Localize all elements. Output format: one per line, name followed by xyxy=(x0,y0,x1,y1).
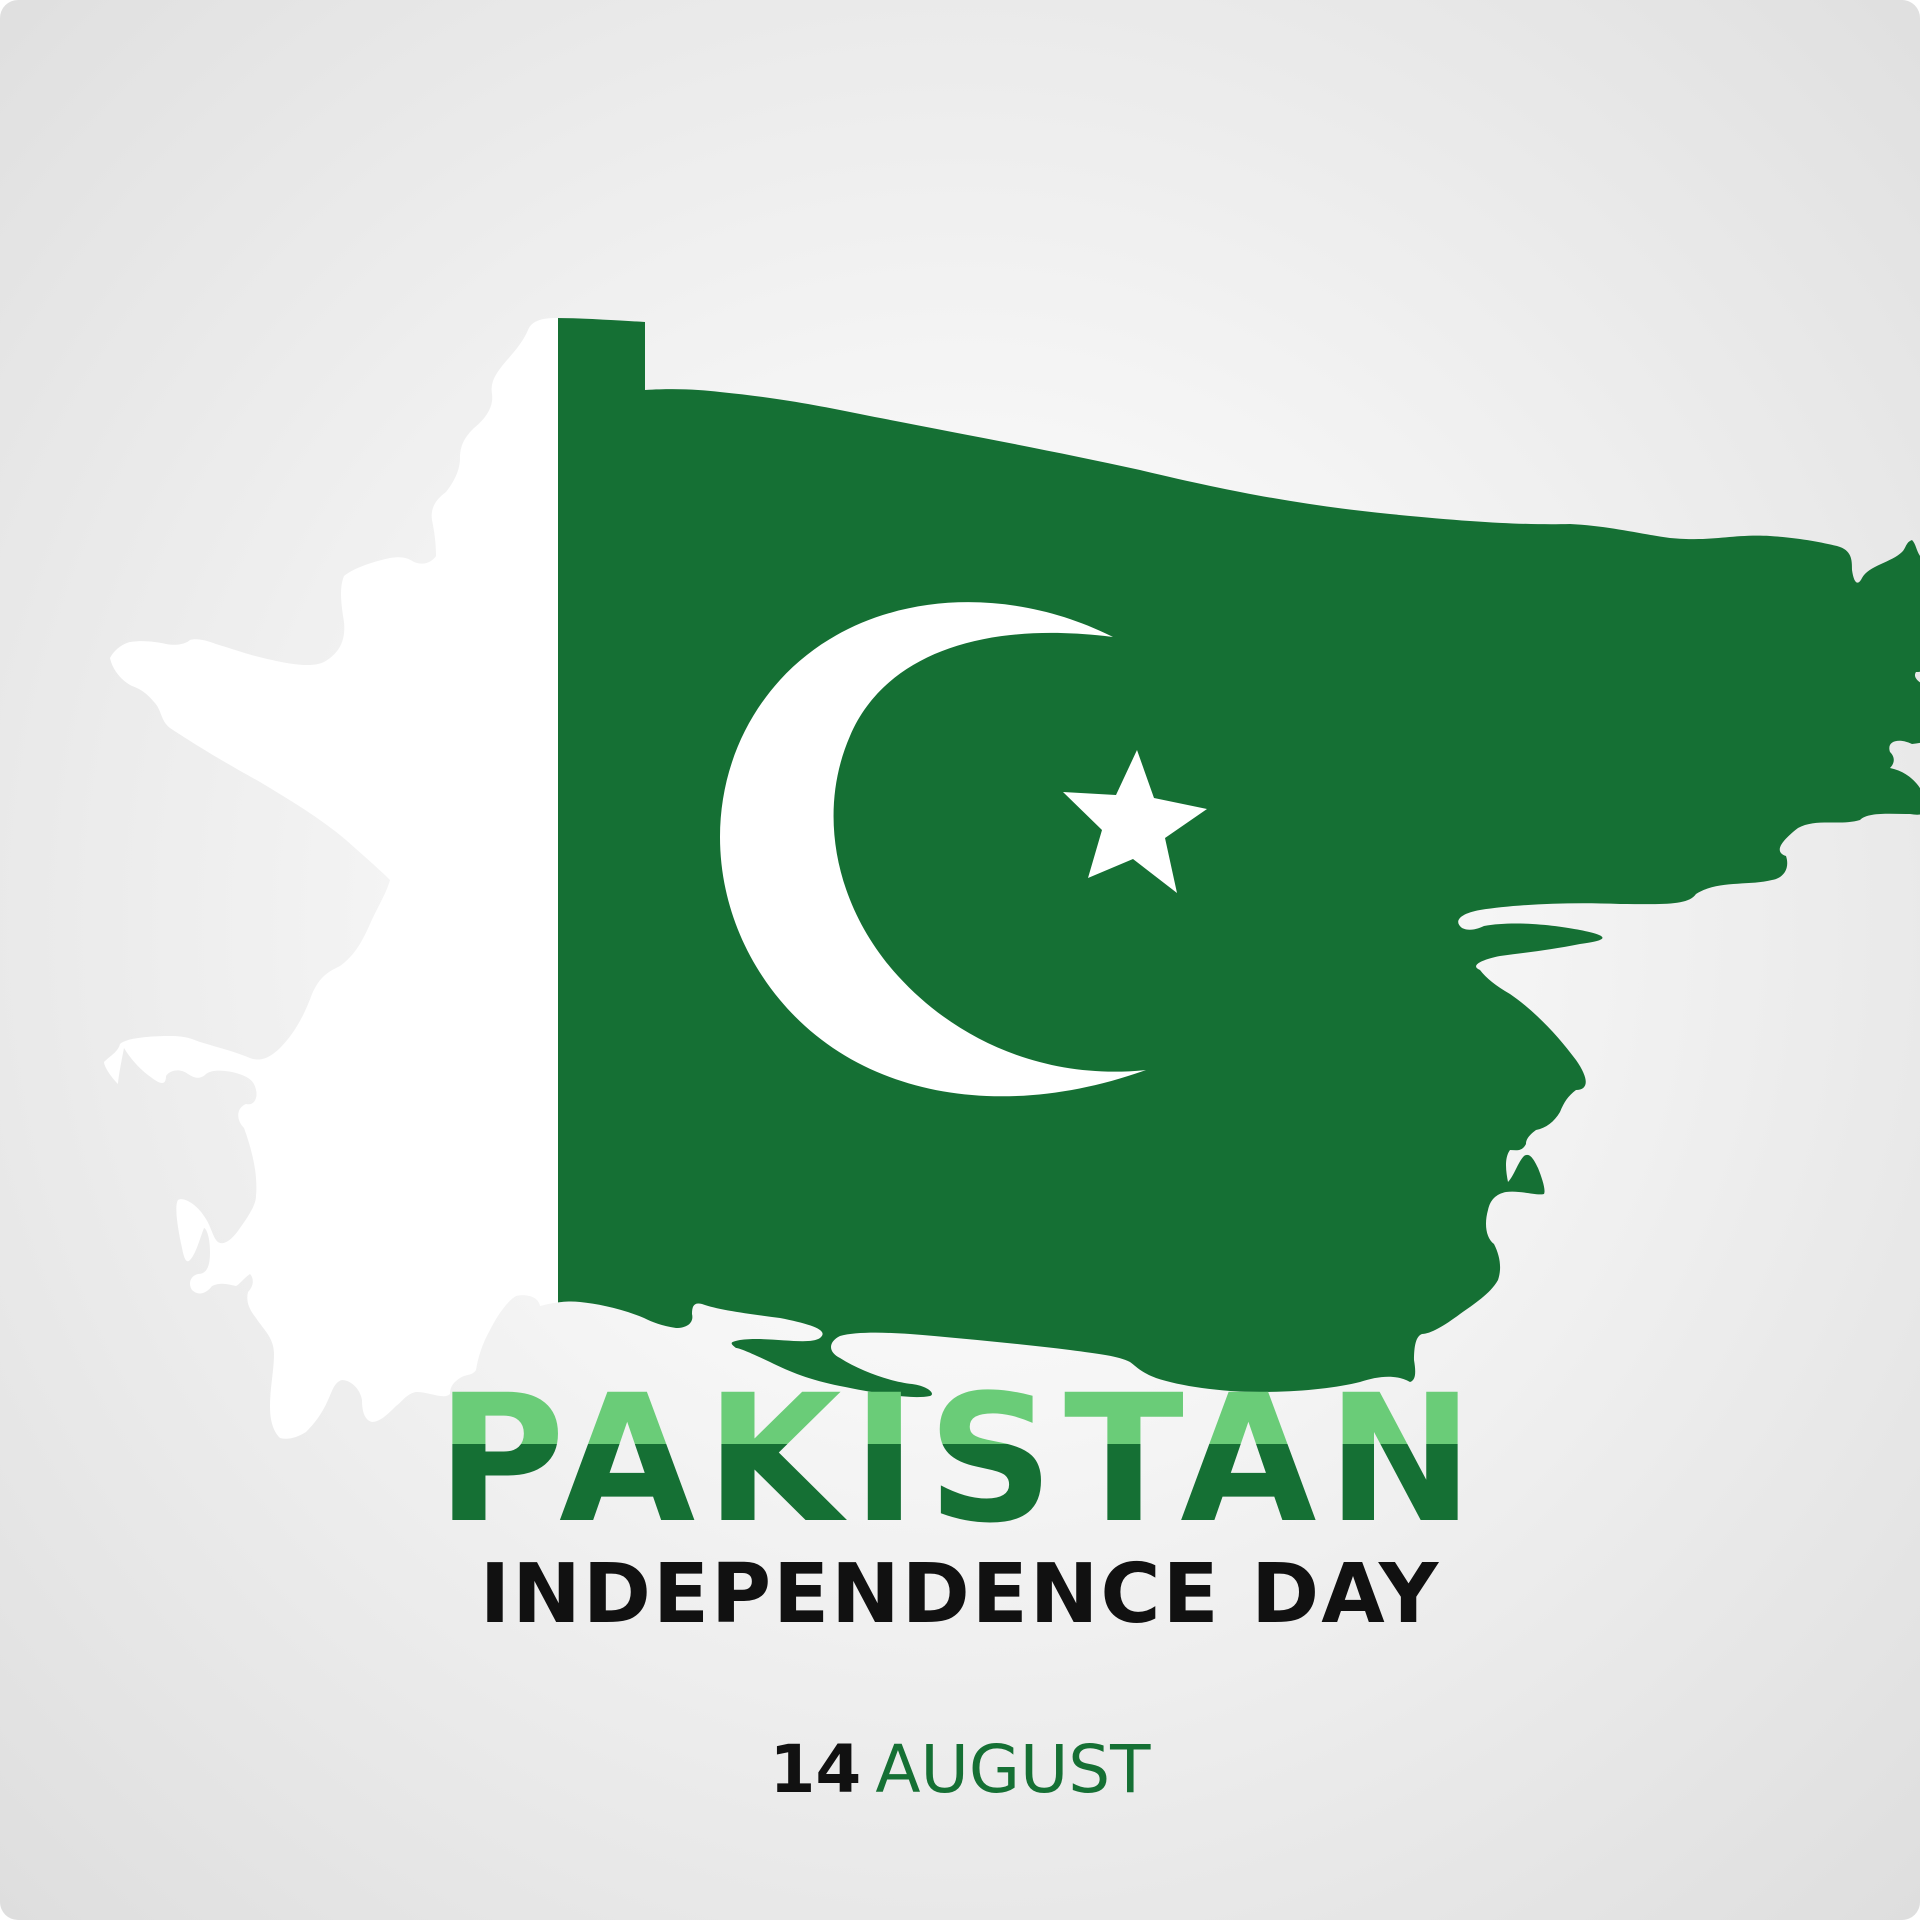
page-title: PAKISTAN xyxy=(436,1357,1484,1562)
date-day: 14 xyxy=(769,1731,862,1808)
subtitle: INDEPENDENCE DAY xyxy=(479,1547,1441,1642)
pakistan-map-icon xyxy=(80,268,1920,1468)
date-line xyxy=(0,1731,1920,1808)
date-month: AUGUST xyxy=(875,1731,1151,1808)
title-container xyxy=(0,1357,1920,1562)
subtitle-container xyxy=(0,1547,1920,1642)
